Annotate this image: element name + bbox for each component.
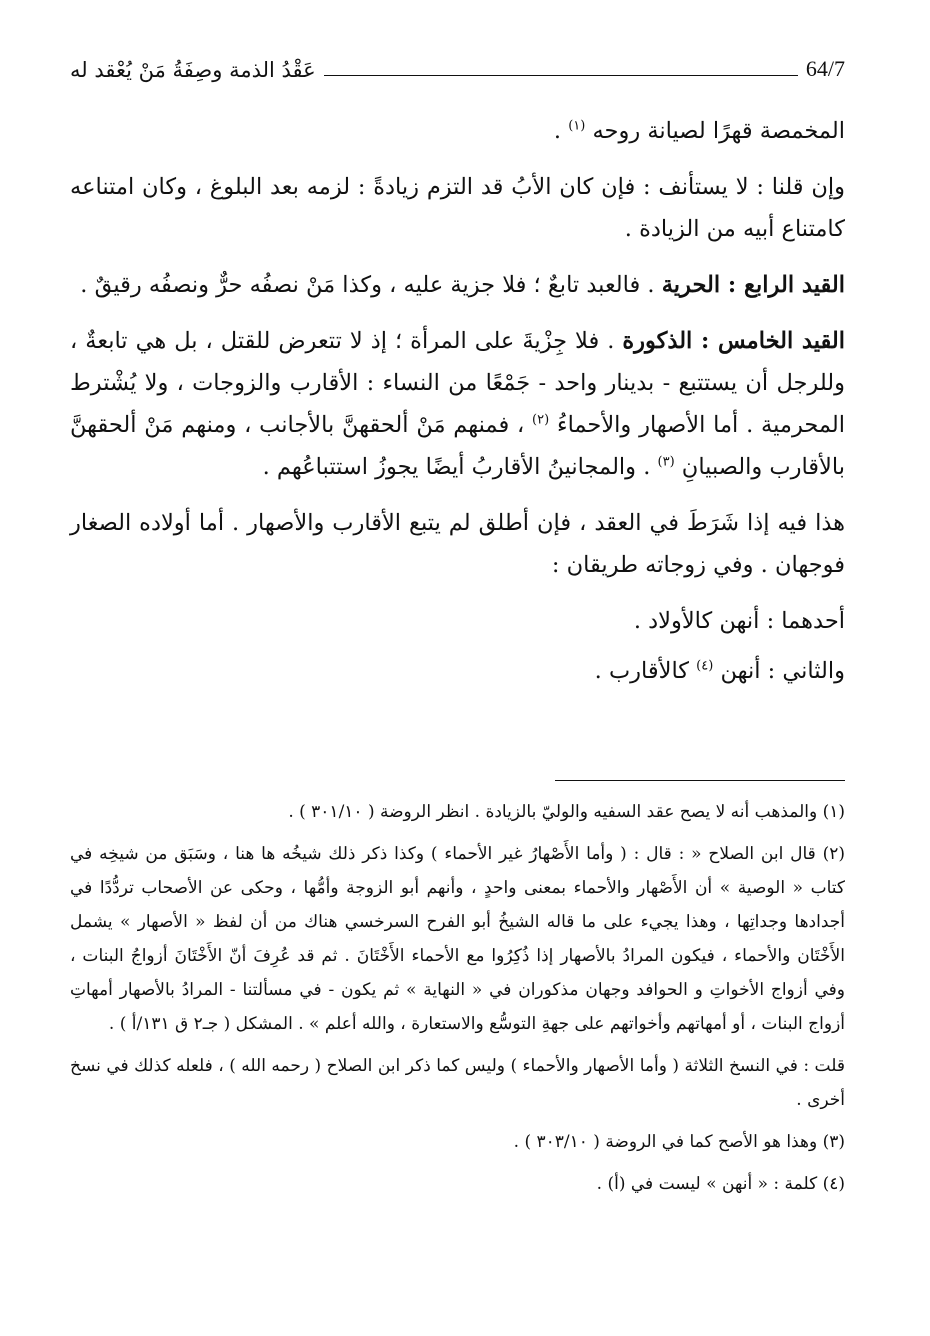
footnotes bbox=[70, 795, 845, 1209]
condition-4-heading: القيد الرابع : الحرية bbox=[661, 272, 845, 298]
footnote-3: (٣) وهذا هو الأصح كما في الروضة ( ٣٠٣/١٠ ) . bbox=[513, 1132, 845, 1152]
paragraph-6: أحدهما : أنهن كالأولاد . bbox=[633, 608, 845, 634]
condition-5-heading: القيد الخامس : الذكورة bbox=[622, 328, 845, 354]
page-number: 64/7 bbox=[805, 56, 845, 81]
footnote-ref-2: (٢) bbox=[532, 412, 550, 428]
paragraph-1-end: . bbox=[553, 118, 562, 144]
chapter-title: عَقْدُ الذمة وصِفَةُ مَنْ يُعْقد له bbox=[70, 58, 316, 82]
footnote-ref-3: (٣) bbox=[657, 454, 675, 470]
paragraph-2: وإن قلنا : لا يستأنف : فإن كان الأبُ قد التزم زيادةً : لزمه بعد البلوغ ، وكان امتناعه كامتناع أبيه من الزيادة . bbox=[70, 174, 845, 242]
paragraph-7-text-a: والثاني : أنهن bbox=[720, 658, 845, 684]
footnote-2-note: قلت : في النسخ الثلاثة ( وأما الأصهار والأحماء ) وليس كما ذكر ابن الصلاح ( رحمه الله ) ، فلعله كذلك في نسخ أخرى . bbox=[70, 1056, 845, 1110]
paragraph-4-text-a: . فلا جِزْيةَ على المرأة ؛ إذ لا تتعرض للقتل ، بل هي تابعةٌ ، وللرجل أن يستتبع - بدينار واحد - جَمْعًا من النساء : الأقارب والزوجات ، ولا يُشْترط المحرمية . أما الأصهار والأحماءُ bbox=[70, 328, 845, 438]
footnote-ref-4: (٤) bbox=[696, 658, 714, 674]
running-header bbox=[70, 48, 845, 84]
paragraph-7-text-b: كالأقارب . bbox=[594, 658, 697, 684]
footnote-4: (٤) كلمة : « أنهن » ليست في (أ) . bbox=[596, 1174, 845, 1194]
footnote-ref-1: (١) bbox=[568, 118, 586, 134]
footnote-1: (١) والمذهب أنه لا يصح عقد السفيه والوليّ بالزيادة . انظر الروضة ( ٣٠١/١٠ ) . bbox=[288, 802, 845, 822]
paragraph-1-text: المخمصة قهرًا لصيانة روحه bbox=[592, 118, 845, 144]
main-text bbox=[70, 110, 845, 700]
footnote-separator bbox=[555, 780, 845, 781]
header-rule bbox=[324, 75, 798, 76]
footnote-2: (٢) قال ابن الصلاح « : قال : ( وأما الأَصْهارُ غير الأحماء ) وكذا ذكر ذلك شيخُه ها هنا ، وسَبَق من شيخِه في كتاب « الوصية » أن الأَصْهار والأحماء بمعنى واحدٍ ، وأنهم أبو الزوجة وأمُّها ، وحكى عن الأصحاب تردُّدًا في أجدادها وجداتِها ، وهذا يجيء على ما قاله الشيخُ أبو الفرح السرخسي هناك من أن لفظ « الأصهار » يشمل الأَخْتَان والأحماء ، فيكون المرادُ بالأصهار إذا ذُكِرُوا مع الأحماء الأَخْتَانَ . ثم قد عُرِفَ أنّ الأَخْتَانَ أزواجُ البنات ، وفي أزواج الأخواتِ و الحوافد وجهان مذكوران في « النهاية » ثم يكون - في مسألتنا - المرادُ بالأصهار أمهاتِ أزواج البنات ، أو أمهاتهم وأخواتهم على جهةِ التوسُّع والاستعارة ، والله أعلم » . المشكل ( جـ٢ ق ١٣١/أ ) . bbox=[70, 844, 845, 1034]
paragraph-3-text: . فالعبد تابعٌ ؛ فلا جزية عليه ، وكذا مَنْ نصفُه حرٌّ ونصفُه رقيقٌ . bbox=[80, 272, 662, 298]
paragraph-4-text-c: . والمجانينُ الأقاربُ أيضًا يجوزُ استتباعُهم . bbox=[262, 454, 658, 480]
paragraph-5: هذا فيه إذا شَرَطَ في العقد ، فإن أطلق لم يتبع الأقارب والأصهار . أما أولاده الصغار فوجهان . وفي زوجاته طريقان : bbox=[70, 510, 845, 578]
paragraph-4 bbox=[70, 320, 845, 488]
paragraph-7 bbox=[70, 650, 845, 692]
paragraph-3 bbox=[70, 264, 845, 306]
paragraph-4-text-b: ، فمنهم مَنْ ألحقهنَّ بالأجانب ، ومنهم مَنْ ألحقهنَّ بالأقارب والصبيانِ bbox=[70, 412, 845, 480]
paragraph-1 bbox=[70, 110, 845, 152]
